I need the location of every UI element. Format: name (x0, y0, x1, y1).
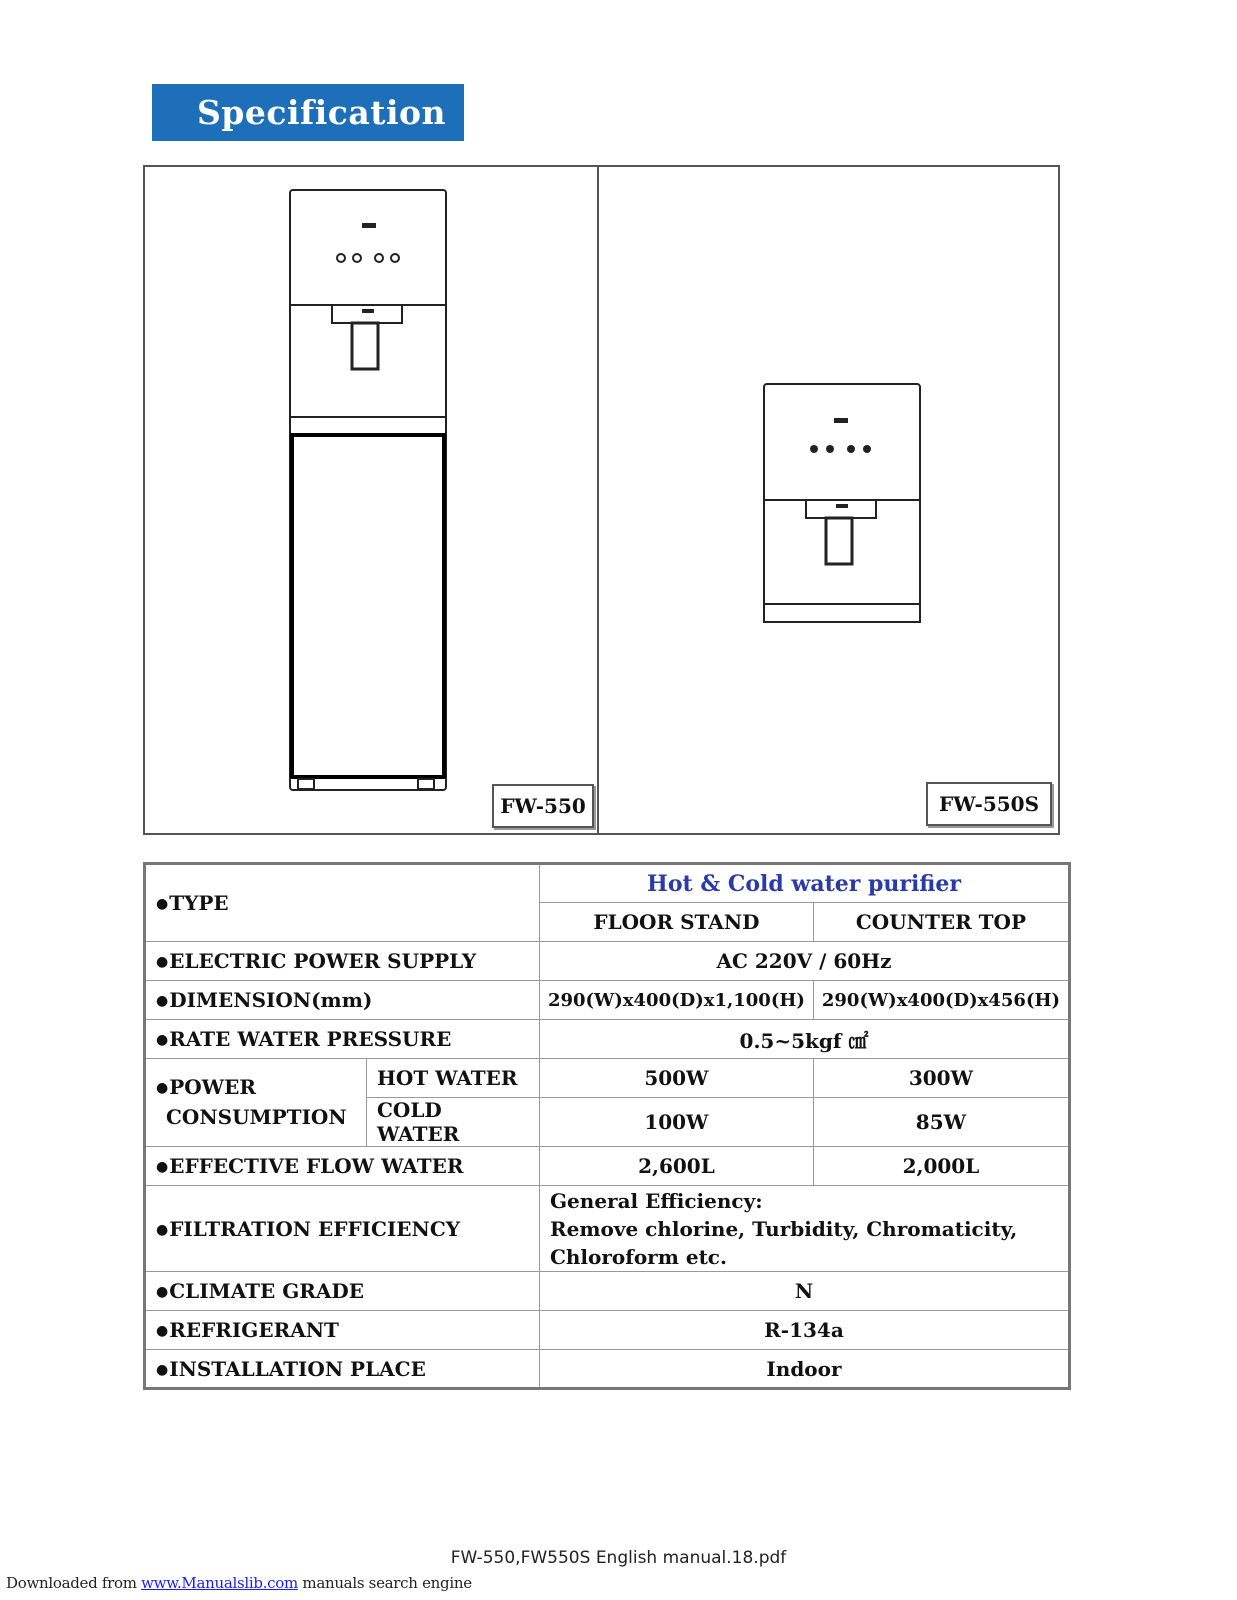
hot-water-floor-value: 500W (539, 1059, 813, 1098)
cold-water-floor-value: 100W (539, 1098, 813, 1147)
table-row (145, 981, 1070, 1020)
footer-download-note (6, 1574, 472, 1592)
hot-water-label: HOT WATER (367, 1059, 540, 1098)
flow-label: EFFECTIVE FLOW WATER (169, 1154, 464, 1178)
table-row (145, 1272, 1070, 1311)
table-row (145, 864, 1070, 903)
climate-label: CLIMATE GRADE (169, 1279, 365, 1303)
power-consumption-label-1: POWER (169, 1075, 257, 1099)
cold-water-counter-value: 85W (813, 1098, 1069, 1147)
type-label: TYPE (169, 891, 229, 915)
flow-label-cell: ●EFFECTIVE FLOW WATER (145, 1147, 540, 1186)
footer-filename: FW-550,FW550S English manual.18.pdf (450, 1548, 787, 1568)
table-row (145, 942, 1070, 981)
refrigerant-value: R-134a (539, 1311, 1069, 1350)
download-suffix: manuals search engine (297, 1574, 472, 1592)
cold-water-label: COLD WATER (367, 1098, 540, 1147)
download-prefix: Downloaded from (6, 1574, 142, 1592)
installation-label-cell: ●INSTALLATION PLACE (145, 1350, 540, 1389)
dimension-floor-value: 290(W)x400(D)x1,100(H) (539, 981, 813, 1020)
flow-counter-value: 2,000L (813, 1147, 1069, 1186)
refrigerant-label-cell: ●REFRIGERANT (145, 1311, 540, 1350)
installation-value: Indoor (539, 1350, 1069, 1389)
page-title: Specification (152, 84, 464, 141)
floor-stand-unit-drawing (280, 185, 460, 800)
manualslib-link[interactable]: www.Manualslib.com (141, 1574, 298, 1592)
filtration-line-3: Chloroform etc. (549, 1244, 727, 1269)
pressure-label: RATE WATER PRESSURE (169, 1027, 452, 1051)
table-row (145, 1147, 1070, 1186)
pressure-label-cell: ●RATE WATER PRESSURE (145, 1020, 540, 1059)
dimension-counter-value: 290(W)x400(D)x456(H) (813, 981, 1069, 1020)
column-header-floor-stand: FLOOR STAND (539, 903, 813, 942)
dimension-label: DIMENSION(mm) (169, 988, 373, 1012)
climate-value: N (539, 1272, 1069, 1311)
table-row (145, 1350, 1070, 1389)
flow-floor-value: 2,600L (539, 1147, 813, 1186)
dimension-label-cell: ●DIMENSION(mm) (145, 981, 540, 1020)
hot-water-counter-value: 300W (813, 1059, 1069, 1098)
power-consumption-label-2: CONSUMPTION (166, 1105, 347, 1129)
table-row (145, 1186, 1070, 1272)
type-label-cell: ●TYPE (145, 864, 540, 942)
specification-table (143, 862, 1071, 1390)
filtration-label-cell: ●FILTRATION EFFICIENCY (145, 1186, 540, 1272)
type-value: Hot & Cold water purifier (539, 864, 1069, 903)
filtration-line-1: General Efficiency: (549, 1188, 763, 1213)
power-supply-value: AC 220V / 60Hz (539, 942, 1069, 981)
filtration-value-cell (539, 1186, 1069, 1272)
climate-label-cell: ●CLIMATE GRADE (145, 1272, 540, 1311)
model-label-fw550s: FW-550S (926, 782, 1052, 826)
table-row (145, 1020, 1070, 1059)
column-header-counter-top: COUNTER TOP (813, 903, 1069, 942)
power-supply-label-cell: ●ELECTRIC POWER SUPPLY (145, 942, 540, 981)
power-supply-label: ELECTRIC POWER SUPPLY (169, 949, 477, 973)
figure-divider (597, 165, 599, 835)
pressure-value: 0.5~5kgf ㎠ (539, 1020, 1069, 1059)
counter-top-unit-drawing (760, 380, 925, 635)
filtration-label: FILTRATION EFFICIENCY (169, 1216, 461, 1241)
table-row (145, 1059, 1070, 1098)
model-label-fw550: FW-550 (492, 784, 594, 828)
table-row (145, 1311, 1070, 1350)
filtration-line-2: Remove chlorine, Turbidity, Chromaticity, (549, 1216, 1018, 1241)
refrigerant-label: REFRIGERANT (169, 1318, 339, 1342)
power-consumption-label-cell: ●POWER CONSUMPTION (145, 1059, 367, 1147)
installation-label: INSTALLATION PLACE (169, 1356, 426, 1381)
